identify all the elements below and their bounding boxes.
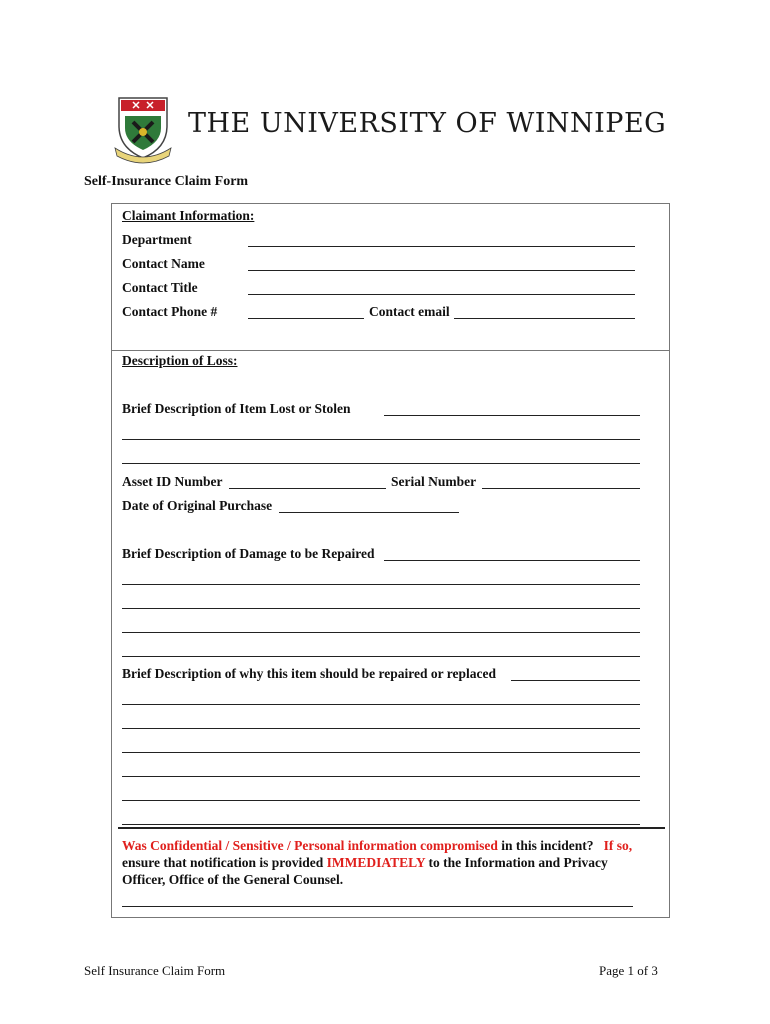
item-lost-field[interactable] — [384, 415, 640, 416]
section-divider — [111, 350, 670, 351]
why-field[interactable] — [511, 680, 640, 681]
form-title: Self-Insurance Claim Form — [84, 174, 249, 189]
damage-line-2[interactable] — [122, 584, 640, 585]
notice-red-3: IMMEDIATELY — [326, 855, 426, 870]
damage-line-5[interactable] — [122, 656, 640, 657]
footer-title: Self Insurance Claim Form — [84, 963, 226, 978]
contact-name-label: Contact Name — [122, 256, 205, 271]
why-line-5[interactable] — [122, 776, 640, 777]
purchase-date-field[interactable] — [279, 512, 459, 513]
notice-line-3: Officer, Office of the General Counsel. — [122, 872, 344, 887]
contact-email-label: Contact email — [369, 304, 450, 319]
purchase-date-label: Date of Original Purchase — [122, 498, 273, 513]
item-lost-line-3[interactable] — [122, 463, 640, 464]
why-label: Brief Description of why this item should be repaired or replaced — [122, 666, 496, 681]
notice-divider — [118, 827, 665, 829]
why-line-2[interactable] — [122, 704, 640, 705]
item-lost-label: Brief Description of Item Lost or Stolen — [122, 401, 351, 416]
page-number: Page 1 of 3 — [599, 963, 658, 978]
contact-name-field[interactable] — [248, 270, 635, 271]
contact-email-field[interactable] — [454, 318, 635, 319]
serial-number-field[interactable] — [482, 488, 640, 489]
loss-heading: Description of Loss: — [122, 353, 238, 368]
contact-phone-field[interactable] — [248, 318, 364, 319]
item-lost-line-2[interactable] — [122, 439, 640, 440]
notice-black-3: to the Information and Privacy — [425, 855, 608, 870]
notice-black-2: ensure that notification is provided — [122, 855, 327, 870]
why-line-4[interactable] — [122, 752, 640, 753]
claimant-heading: Claimant Information: — [122, 208, 255, 223]
notice-red-1: Was Confidential / Sensitive / Personal information compromised — [122, 838, 498, 853]
notice-line-2 — [122, 855, 608, 871]
damage-label: Brief Description of Damage to be Repaired — [122, 546, 375, 561]
notice-red-2: If so, — [603, 838, 633, 853]
contact-title-label: Contact Title — [122, 280, 198, 295]
notice-field[interactable] — [122, 906, 633, 907]
university-name: THE UNIVERSITY OF WINNIPEG — [188, 108, 667, 139]
contact-title-field[interactable] — [248, 294, 635, 295]
damage-field[interactable] — [384, 560, 640, 561]
why-line-6[interactable] — [122, 800, 640, 801]
contact-phone-label: Contact Phone # — [122, 304, 218, 319]
serial-number-label: Serial Number — [391, 474, 477, 489]
damage-line-4[interactable] — [122, 632, 640, 633]
department-label: Department — [122, 232, 192, 247]
damage-line-3[interactable] — [122, 608, 640, 609]
why-line-3[interactable] — [122, 728, 640, 729]
why-line-7[interactable] — [122, 824, 640, 825]
asset-id-field[interactable] — [229, 488, 386, 489]
department-field[interactable] — [248, 246, 635, 247]
notice-black-1: in this incident? — [497, 838, 594, 853]
university-crest-icon — [113, 92, 173, 164]
asset-id-label: Asset ID Number — [122, 474, 223, 489]
notice-line-1 — [122, 838, 632, 854]
